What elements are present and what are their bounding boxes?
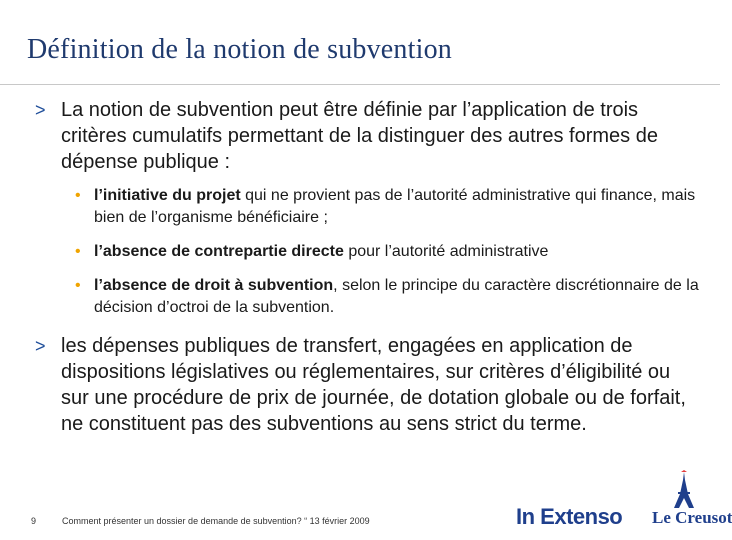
bullet-text: La notion de subvention peut être définie par l’application de trois critères cumulatifs permettant de la distinguer des autres formes de dépense publique :	[61, 99, 658, 173]
criteria-list	[0, 185, 720, 319]
page-number: 9	[31, 516, 37, 526]
bullet-dot-icon: •	[75, 243, 81, 260]
bullet-transfert	[35, 333, 701, 437]
title-divider	[0, 84, 720, 85]
criteria-bold: l’absence de droit à subvention	[94, 277, 334, 294]
eiffel-tower-icon	[670, 470, 698, 510]
footer-caption: Comment présenter un dossier de demande de subvention? “ 13 février 2009	[62, 516, 370, 526]
le-creusot-logo	[652, 470, 732, 534]
in-extenso-logo: In Extenso	[516, 504, 623, 529]
criteria-item-initiative	[75, 185, 706, 229]
chevron-icon: >	[35, 100, 46, 120]
bullet-definition	[35, 97, 701, 175]
bullet-text: les dépenses publiques de transfert, engagées en application de dispositions législatives ou réglementaires, sur critères d’éligibilité ou sur une procédure de prix de journée, de dotation globale ou de forfait, ne constituent pas des subventions au sens strict du terme.	[61, 335, 686, 435]
criteria-bold: l’initiative du projet	[94, 187, 241, 204]
criteria-rest: pour l’autorité administrative	[343, 243, 549, 260]
bullet-dot-icon: •	[75, 187, 81, 204]
slide-title: Définition de la notion de subvention	[27, 34, 452, 65]
bullet-dot-icon: •	[75, 277, 81, 294]
criteria-rest: qui ne provient pas de l’autorité administrative qui finance, mais bien de l’organisme bénéficiaire ;	[94, 187, 696, 226]
slide-body	[0, 97, 720, 447]
criteria-item-contrepartie	[75, 241, 706, 263]
chevron-icon: >	[35, 336, 46, 356]
le-creusot-wordmark: Le Creusot	[652, 508, 732, 527]
criteria-bold: l’absence de contrepartie directe	[94, 243, 344, 260]
criteria-rest: , selon le principe du caractère discrétionnaire de la décision d’octroi de la subvention.	[94, 277, 699, 316]
criteria-item-droit	[75, 275, 706, 319]
